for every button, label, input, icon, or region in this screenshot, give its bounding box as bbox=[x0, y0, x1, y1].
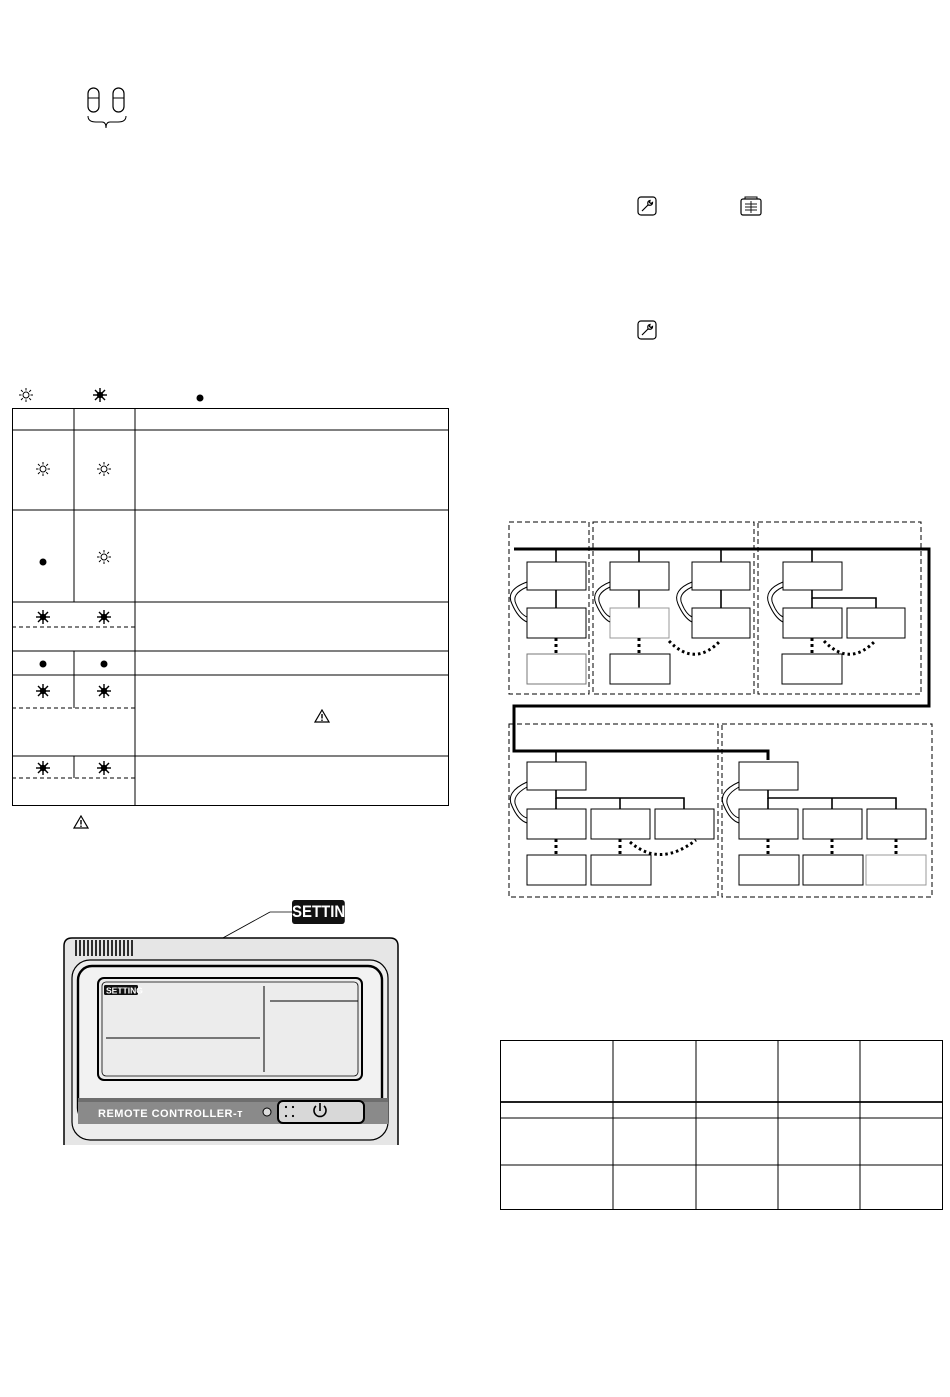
warning-triangle-icon bbox=[314, 709, 330, 723]
brand-label: REMOTE CONTROLLER-ᴛ bbox=[98, 1108, 244, 1120]
sun-solid-icon bbox=[96, 760, 112, 776]
setting-badge: SETTING bbox=[292, 900, 345, 924]
sun-outline-icon bbox=[96, 549, 112, 565]
legend-flash-icon bbox=[92, 387, 108, 403]
sun-solid-icon bbox=[35, 683, 51, 699]
dot-icon bbox=[99, 659, 109, 669]
sun-solid-icon bbox=[96, 609, 112, 625]
sun-solid-icon bbox=[35, 760, 51, 776]
remote-controller-figure bbox=[62, 900, 402, 1145]
sun-solid-icon bbox=[35, 609, 51, 625]
settings-table bbox=[500, 1040, 943, 1210]
wrench-icon bbox=[637, 196, 657, 216]
legend-lit-icon bbox=[18, 387, 34, 403]
sun-outline-icon bbox=[96, 461, 112, 477]
wrench-icon bbox=[637, 320, 657, 340]
system-wiring-diagram bbox=[505, 518, 935, 902]
dot-icon bbox=[38, 557, 48, 567]
legend-off-icon bbox=[195, 393, 205, 403]
sun-outline-icon bbox=[35, 461, 51, 477]
led-status-table bbox=[12, 408, 449, 806]
warning-triangle-icon bbox=[73, 815, 89, 829]
dip-switch-figure bbox=[84, 86, 134, 132]
sun-solid-icon bbox=[96, 683, 112, 699]
display-icon bbox=[740, 196, 762, 216]
lcd-setting-badge: SETTING bbox=[106, 985, 143, 996]
dot-icon bbox=[38, 659, 48, 669]
